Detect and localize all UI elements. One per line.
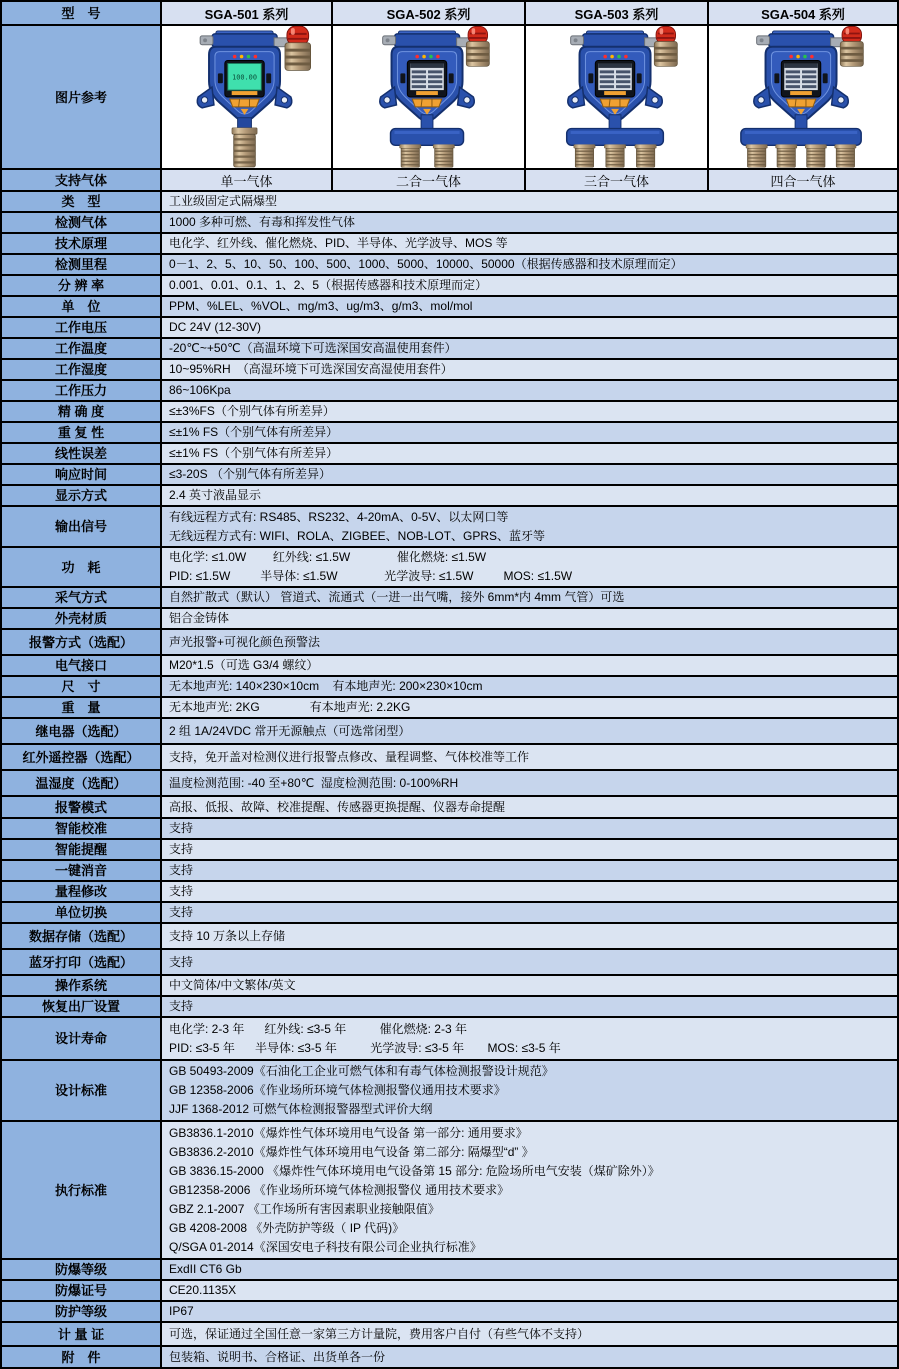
row-value: 无本地声光: 2KG 有本地声光: 2.2KG xyxy=(162,698,897,717)
spec-row-sampling xyxy=(2,588,897,609)
alarm-beacon-icon xyxy=(466,26,489,66)
row-value: 有线远程方式有: RS485、RS232、4-20mA、0-5V、以太网口等 无线远程方式有: WIFI、ROLA、ZIGBEE、NOB-LOT、GPRS、蓝牙等 xyxy=(162,507,897,546)
spec-row-weight xyxy=(2,698,897,719)
row-value: 支持 xyxy=(162,903,897,922)
spec-row-accessories xyxy=(2,1347,897,1369)
row-label: 继电器（选配） xyxy=(2,719,162,743)
spec-row-alarm-mode xyxy=(2,797,897,819)
supported-gas-row xyxy=(2,170,897,192)
spec-row-explosion-proof-cert xyxy=(2,1281,897,1302)
row-label: 图片参考 xyxy=(2,26,162,168)
spec-row-temp-humidity-option xyxy=(2,771,897,797)
row-label: 防爆证号 xyxy=(2,1281,162,1300)
spec-row-dimensions xyxy=(2,677,897,698)
row-label: 精 确 度 xyxy=(2,402,162,421)
row-label: 操作系统 xyxy=(2,976,162,995)
model-header-sga-502: SGA-502 系列 xyxy=(333,2,526,24)
row-label: 数据存储（选配） xyxy=(2,924,162,948)
row-value: DC 24V (12-30V) xyxy=(162,318,897,337)
spec-row-os xyxy=(2,976,897,997)
spec-row-display xyxy=(2,486,897,507)
alarm-beacon-icon xyxy=(285,26,311,70)
spec-row-output-signal xyxy=(2,507,897,548)
row-value: 电化学: ≤1.0W 红外线: ≤1.5W 催化燃烧: ≤1.5W PID: ≤1.5W 半导体: ≤1.5W 光学波导: ≤1.5W MOS: ≤1.5W xyxy=(162,548,897,586)
row-label: 智能校准 xyxy=(2,819,162,838)
row-value: 支持 xyxy=(162,819,897,838)
row-value: 包装箱、说明书、合格证、出货单各一份 xyxy=(162,1347,897,1367)
sensor-probe-icon xyxy=(573,144,595,167)
row-label: 报警模式 xyxy=(2,797,162,817)
spec-row-relay xyxy=(2,719,897,745)
row-label: 外壳材质 xyxy=(2,609,162,628)
row-label: 单 位 xyxy=(2,297,162,316)
spec-row-ir-remote xyxy=(2,745,897,771)
spec-row-electrical-interface xyxy=(2,656,897,677)
row-value: 支持 xyxy=(162,840,897,859)
row-label: 尺 寸 xyxy=(2,677,162,696)
spec-row-unit xyxy=(2,297,897,318)
row-value: ExdII CT6 Gb xyxy=(162,1260,897,1279)
model-header-sga-501: SGA-501 系列 xyxy=(162,2,333,24)
row-label: 附 件 xyxy=(2,1347,162,1367)
spec-row-bluetooth-print xyxy=(2,950,897,976)
sensor-probe-icon xyxy=(746,144,768,167)
row-value: 中文简体/中文繁体/英文 xyxy=(162,976,897,995)
row-value: 10~95%RH （高湿环境下可选深国安高湿使用套件） xyxy=(162,360,897,379)
row-label: 类 型 xyxy=(2,192,162,211)
row-label: 电气接口 xyxy=(2,656,162,675)
row-value: 支持 xyxy=(162,950,897,974)
row-value: 工业级固定式隔爆型 xyxy=(162,192,897,211)
row-label: 检测里程 xyxy=(2,255,162,274)
row-label: 功 耗 xyxy=(2,548,162,586)
row-label: 防护等级 xyxy=(2,1302,162,1321)
row-label: 设计寿命 xyxy=(2,1018,162,1059)
row-value: ≤±1% FS（个别气体有所差异） xyxy=(162,444,897,463)
sensor-probe-icon xyxy=(805,144,827,167)
sensor-probe-icon xyxy=(432,144,454,167)
spec-row-resolution xyxy=(2,276,897,297)
detector-image-cell xyxy=(526,26,709,168)
alarm-beacon-icon xyxy=(840,26,863,66)
detector-image-sga-504 xyxy=(718,26,888,168)
row-label: 量程修改 xyxy=(2,882,162,901)
detector-image-cell xyxy=(333,26,526,168)
spec-row-linearity xyxy=(2,444,897,465)
row-label: 执行标准 xyxy=(2,1122,162,1258)
detector-image-sga-503 xyxy=(532,26,702,168)
spec-row-design-standards xyxy=(2,1061,897,1122)
row-value: 支持 xyxy=(162,882,897,901)
row-value: 0－1、2、5、10、50、100、500、1000、5000、10000、50000（根据传感器和技术原理而定） xyxy=(162,255,897,274)
row-value: 1000 多种可燃、有毒和挥发性气体 xyxy=(162,213,897,232)
spec-row-factory-reset xyxy=(2,997,897,1018)
row-label: 恢复出厂设置 xyxy=(2,997,162,1016)
row-label: 设计标准 xyxy=(2,1061,162,1120)
gas-value-sga-503: 三合一气体 xyxy=(526,170,709,190)
device-screen-reading: 100.00 xyxy=(232,73,257,82)
row-value: CE20.1135X xyxy=(162,1281,897,1300)
row-label: 线性误差 xyxy=(2,444,162,463)
spec-row-housing xyxy=(2,609,897,630)
spec-row-temperature xyxy=(2,339,897,360)
row-label: 重 量 xyxy=(2,698,162,717)
row-value: 电化学、红外线、催化燃烧、PID、半导体、光学波导、MOS 等 xyxy=(162,234,897,253)
row-label: 工作电压 xyxy=(2,318,162,337)
detector-image-sga-501 xyxy=(162,26,331,168)
row-label: 重 复 性 xyxy=(2,423,162,442)
spec-row-one-key-mute xyxy=(2,861,897,882)
row-label: 工作压力 xyxy=(2,381,162,400)
row-value: 86~106Kpa xyxy=(162,381,897,400)
row-value: 2 组 1A/24VDC 常开无源触点（可选常闭型） xyxy=(162,719,897,743)
row-value: 支持 xyxy=(162,861,897,880)
image-reference-row xyxy=(2,26,897,170)
row-value: 无本地声光: 140×230×10cm 有本地声光: 200×230×10cm xyxy=(162,677,897,696)
row-value: ≤±3%FS（个别气体有所差异） xyxy=(162,402,897,421)
spec-row-range-modify xyxy=(2,882,897,903)
row-label: 分 辨 率 xyxy=(2,276,162,295)
spec-row-detect-gas xyxy=(2,213,897,234)
row-value: GB3836.1-2010《爆炸性气体环境用电气设备 第一部分: 通用要求》 GB3836.2-2010《爆炸性气体环境用电气设备 第二部分: 隔爆型“d” 》 GB 3836.15-2000 《爆炸性气体环境用电气设备第 15 部分: 危险场所电气安装（煤矿除外）》 GB12358-2006 《作业场所环境气体检测报警仪 通用技术要求》 GBZ 2.1-2007 《工作场所有害因素职业接触限值》 GB 4208-2008 《外壳防护等级（ IP 代码)》 Q/SGA 01-2014《深国安电子科技有限公司企业执行标准》 xyxy=(162,1122,897,1258)
gas-value-sga-501: 单一气体 xyxy=(162,170,333,190)
row-value: GB 50493-2009《石油化工企业可燃气体和有毒气体检测报警设计规范》 GB 12358-2006《作业场所环境气体检测报警仪通用技术要求》 JJF 1368-2012 可燃气体检测报警器型式评价大纲 xyxy=(162,1061,897,1120)
spec-row-repeatability xyxy=(2,423,897,444)
sensor-probe-icon xyxy=(775,144,797,167)
row-label: 温湿度（选配） xyxy=(2,771,162,795)
row-value: 0.001、0.01、0.1、1、2、5（根据传感器和技术原理而定） xyxy=(162,276,897,295)
row-value: 2.4 英寸液晶显示 xyxy=(162,486,897,505)
alarm-beacon-icon xyxy=(654,26,677,66)
row-label: 检测气体 xyxy=(2,213,162,232)
header-label: 型 号 xyxy=(2,2,162,24)
row-value: 支持 xyxy=(162,997,897,1016)
spec-row-range xyxy=(2,255,897,276)
row-label: 单位切换 xyxy=(2,903,162,922)
row-value: 高报、低报、故障、校准提醒、传感器更换提醒、仪器寿命提醒 xyxy=(162,797,897,817)
row-label: 计 量 证 xyxy=(2,1323,162,1345)
spec-row-alarm-method xyxy=(2,630,897,656)
detector-image-sga-502 xyxy=(344,26,514,168)
sensor-probe-icon xyxy=(399,144,421,167)
row-value: 声光报警+可视化颜色预警法 xyxy=(162,630,897,654)
spec-row-data-storage xyxy=(2,924,897,950)
row-value: ≤±1% FS（个别气体有所差异） xyxy=(162,423,897,442)
model-header-sga-504: SGA-504 系列 xyxy=(709,2,897,24)
detector-image-cell xyxy=(709,26,897,168)
model-header-sga-503: SGA-503 系列 xyxy=(526,2,709,24)
row-label: 报警方式（选配） xyxy=(2,630,162,654)
gas-value-sga-502: 二合一气体 xyxy=(333,170,526,190)
row-label: 工作温度 xyxy=(2,339,162,358)
row-value: 支持 10 万条以上存储 xyxy=(162,924,897,948)
spec-row-explosion-proof-grade xyxy=(2,1260,897,1281)
spec-row-pressure xyxy=(2,381,897,402)
spec-row-response-time xyxy=(2,465,897,486)
row-label: 红外遥控器（选配） xyxy=(2,745,162,769)
sensor-probe-icon xyxy=(835,144,857,167)
row-label: 输出信号 xyxy=(2,507,162,546)
detector-image-cell xyxy=(162,26,333,168)
gas-value-sga-504: 四合一气体 xyxy=(709,170,897,190)
row-value: 铝合金铸体 xyxy=(162,609,897,628)
row-value: 可选，保证通过全国任意一家第三方计量院，费用客户自付（有些气体不支持） xyxy=(162,1323,897,1345)
row-label: 蓝牙打印（选配） xyxy=(2,950,162,974)
model-header-row xyxy=(2,2,897,26)
row-label: 一键消音 xyxy=(2,861,162,880)
spec-row-type xyxy=(2,192,897,213)
sensor-probe-icon xyxy=(232,128,258,167)
row-value: M20*1.5（可选 G3/4 螺纹） xyxy=(162,656,897,675)
spec-row-accuracy xyxy=(2,402,897,423)
row-label: 响应时间 xyxy=(2,465,162,484)
spec-row-unit-switch xyxy=(2,903,897,924)
row-value: 自然扩散式（默认） 管道式、流通式（一进一出气嘴，接外 6mm*内 4mm 气管）可选 xyxy=(162,588,897,607)
row-value: ≤3-20S （个别气体有所差异） xyxy=(162,465,897,484)
sensor-probe-icon xyxy=(604,144,626,167)
spec-row-power-consumption xyxy=(2,548,897,588)
spec-row-protection-grade xyxy=(2,1302,897,1323)
spec-row-smart-reminder xyxy=(2,840,897,861)
row-value: 电化学: 2-3 年 红外线: ≤3-5 年 催化燃烧: 2-3 年 PID: ≤3-5 年 半导体: ≤3-5 年 光学波导: ≤3-5 年 MOS: ≤3-5 年 xyxy=(162,1018,897,1059)
row-label: 工作湿度 xyxy=(2,360,162,379)
spec-row-humidity xyxy=(2,360,897,381)
row-label: 技术原理 xyxy=(2,234,162,253)
row-value: 温度检测范围: -40 至+80℃ 湿度检测范围: 0-100%RH xyxy=(162,771,897,795)
spec-row-design-life xyxy=(2,1018,897,1061)
spec-row-metrology-cert xyxy=(2,1323,897,1347)
sensor-probe-icon xyxy=(634,144,656,167)
row-label: 采气方式 xyxy=(2,588,162,607)
row-value: -20℃~+50℃（高温环境下可选深国安高温使用套件） xyxy=(162,339,897,358)
spec-row-principle xyxy=(2,234,897,255)
spec-row-execution-standards xyxy=(2,1122,897,1260)
spec-row-smart-calibration xyxy=(2,819,897,840)
row-label: 显示方式 xyxy=(2,486,162,505)
row-label: 智能提醒 xyxy=(2,840,162,859)
row-value: IP67 xyxy=(162,1302,897,1321)
row-value: PPM、%LEL、%VOL、mg/m3、ug/m3、g/m3、mol/mol xyxy=(162,297,897,316)
row-value: 支持，免开盖对检测仪进行报警点修改、量程调整、气体校准等工作 xyxy=(162,745,897,769)
row-label: 支持气体 xyxy=(2,170,162,190)
row-label: 防爆等级 xyxy=(2,1260,162,1279)
spec-row-voltage xyxy=(2,318,897,339)
